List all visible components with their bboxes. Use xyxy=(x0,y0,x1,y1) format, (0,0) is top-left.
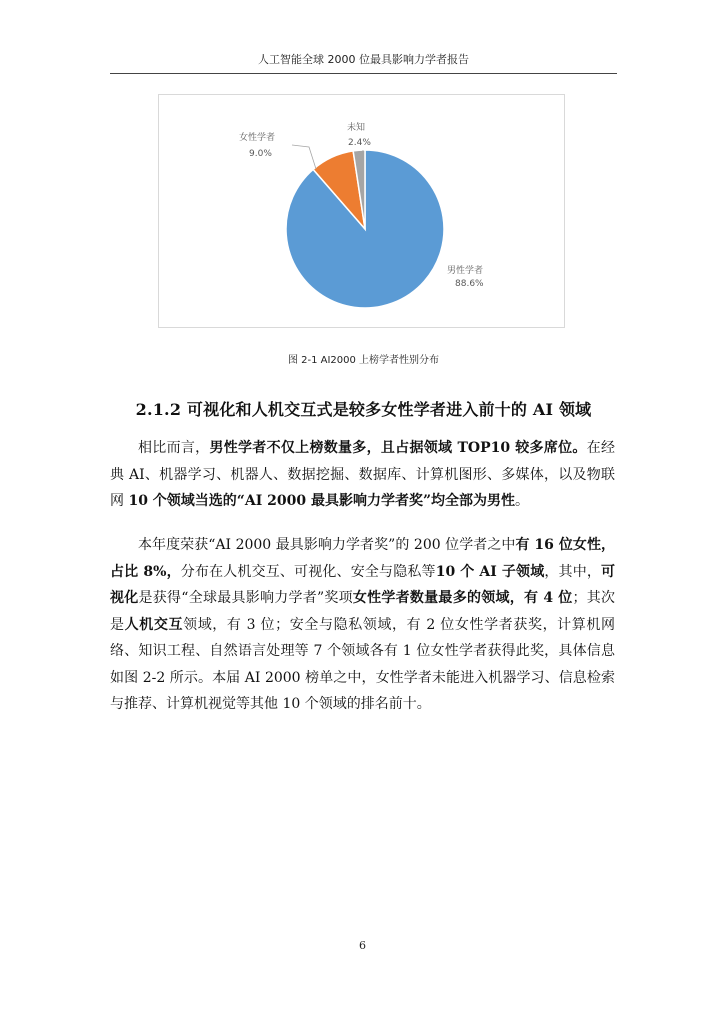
paragraph-text: 在经典 AI、机器学习、机器人、数据挖掘、数据库、计算机图形、多媒体，以及物联网 xyxy=(110,440,616,509)
paragraph-text: 分布在人机交互、可视化、安全与隐私等 xyxy=(180,563,436,580)
paragraph-bold: 有 16 位女性，占比 8%， xyxy=(110,537,615,580)
paragraph-text: 本年度荣获“AI 2000 最具影响力学者奖”的 200 位学者之中 xyxy=(138,537,516,553)
slice-label-male: 男性学者 xyxy=(447,266,484,276)
paragraph-text: ，其中， xyxy=(544,563,602,580)
paragraph-text: 相比而言， xyxy=(138,440,210,456)
paragraph-text: ；其次是 xyxy=(110,590,615,633)
running-header: 人工智能全球 2000 位最具影响力学者报告 xyxy=(258,53,469,66)
paragraph-text: 。 xyxy=(515,493,530,509)
paragraph-bold: 10 个领域当选的“AI 2000 最具影响力学者奖”均全部为男性 xyxy=(128,493,516,509)
paragraph-2 xyxy=(110,532,615,718)
leader-line-female xyxy=(292,145,316,169)
page-number: 6 xyxy=(359,939,366,952)
paragraph-1 xyxy=(110,435,615,515)
slice-value-female: 9.0% xyxy=(249,149,272,159)
pie-chart-frame xyxy=(158,94,565,328)
gender-pie-chart xyxy=(159,95,566,329)
slice-value-unknown: 2.4% xyxy=(348,138,371,148)
header-rule xyxy=(110,73,617,74)
paragraph-bold: 人机交互 xyxy=(124,616,184,633)
paragraph-bold: 10 个 AI 子领域 xyxy=(435,563,545,580)
paragraph-text: 领域，有 3 位；安全与隐私领域，有 2 位女性学者获奖，计算机网络、知识工程、自然语言处理等 7 个领域各有 1 位女性学者获得此奖，具体信息如图 2-2 所示。本届 AI 2000 榜单之中，女性学者未能进入机器学习、信息检索与推荐、计算机视觉等其他 10 个领域的排名前十。 xyxy=(110,616,616,712)
section-heading: 2.1.2 可视化和人机交互式是较多女性学者进入前十的 AI 领域 xyxy=(135,400,592,419)
figure-caption: 图 2-1 AI2000 上榜学者性别分布 xyxy=(287,355,440,366)
slice-value-male: 88.6% xyxy=(455,279,484,289)
paragraph-bold: 可视化 xyxy=(110,563,616,606)
paragraph-bold: 男性学者不仅上榜数量多，且占据领域 TOP10 较多席位。 xyxy=(209,440,587,456)
slice-label-female: 女性学者 xyxy=(239,133,276,143)
paragraph-text: 是获得“全球最具影响力学者”奖项 xyxy=(138,590,353,606)
slice-label-unknown: 未知 xyxy=(347,123,366,133)
paragraph-bold: 女性学者数量最多的领域，有 4 位 xyxy=(352,590,573,606)
